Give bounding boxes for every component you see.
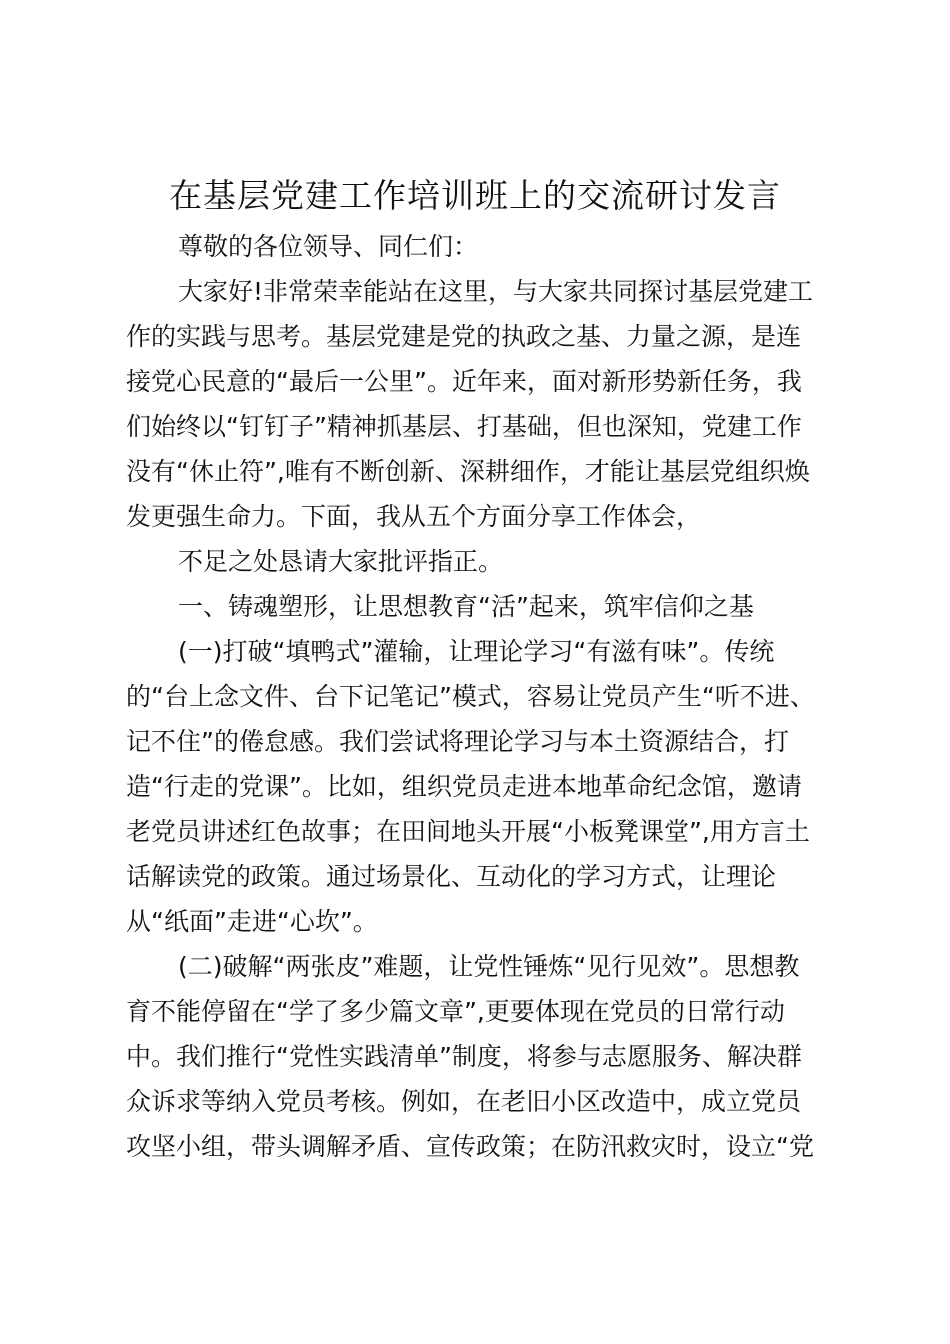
text-line: (一)打破“填鸭式”灌输，让理论学习“有滋有味”。传统	[178, 637, 775, 666]
text-line: 没有“休止符”,唯有不断创新、深耕细作，才能让基层党组织焕	[126, 457, 810, 486]
text-line: 作的实践与思考。基层党建是党的执政之基、力量之源，是连	[126, 322, 802, 351]
text-line: 记不住”的倦怠感。我们尝试将理论学习与本土资源结合，打	[126, 727, 789, 756]
text-line: 从“纸面”走进“心坎”。	[126, 907, 378, 936]
text-line: 攻坚小组，带头调解矛盾、宣传政策；在防汛救灾时，设立“党	[126, 1132, 814, 1161]
text-line: (二)破解“两张皮”难题，让党性锤炼“见行见效”。思想教	[178, 952, 800, 981]
text-line: 大家好!非常荣幸能站在这里，与大家共同探讨基层党建工	[178, 277, 814, 306]
text-line: 中。我们推行“党性实践清单”制度，将参与志愿服务、解决群	[126, 1042, 802, 1071]
text-line: 们始终以“钉钉子”精神抓基层、打基础，但也深知，党建工作	[126, 412, 802, 441]
text-line: 众诉求等纳入党员考核。例如，在老旧小区改造中，成立党员	[126, 1087, 802, 1116]
document-title: 在基层党建工作培训班上的交流研讨发言	[169, 176, 781, 215]
text-line: 造“行走的党课”。比如，组织党员走进本地革命纪念馆，邀请	[126, 772, 802, 801]
document-body	[126, 224, 836, 1169]
text-line: 话解读党的政策。通过场景化、互动化的学习方式，让理论	[126, 862, 777, 891]
text-line: 育不能停留在“学了多少篇文章”,更要体现在党员的日常行动	[126, 997, 785, 1026]
text-line: 尊敬的各位领导、同仁们：	[178, 232, 479, 261]
text-line: 的“台上念文件、台下记笔记”模式，容易让党员产生“听不进、	[126, 682, 815, 711]
text-line: 不足之处恳请大家批评指正。	[178, 547, 504, 576]
text-line: 一、铸魂塑形，让思想教育“活”起来，筑牢信仰之基	[178, 592, 754, 621]
text-line: 接党心民意的“最后一公里”。近年来，面对新形势新任务，我	[126, 367, 802, 396]
text-line: 发更强生命力。下面，我从五个方面分享工作体会，	[126, 502, 702, 531]
text-line: 老党员讲述红色故事；在田间地头开展“小板凳课堂”,用方言土	[126, 817, 810, 846]
